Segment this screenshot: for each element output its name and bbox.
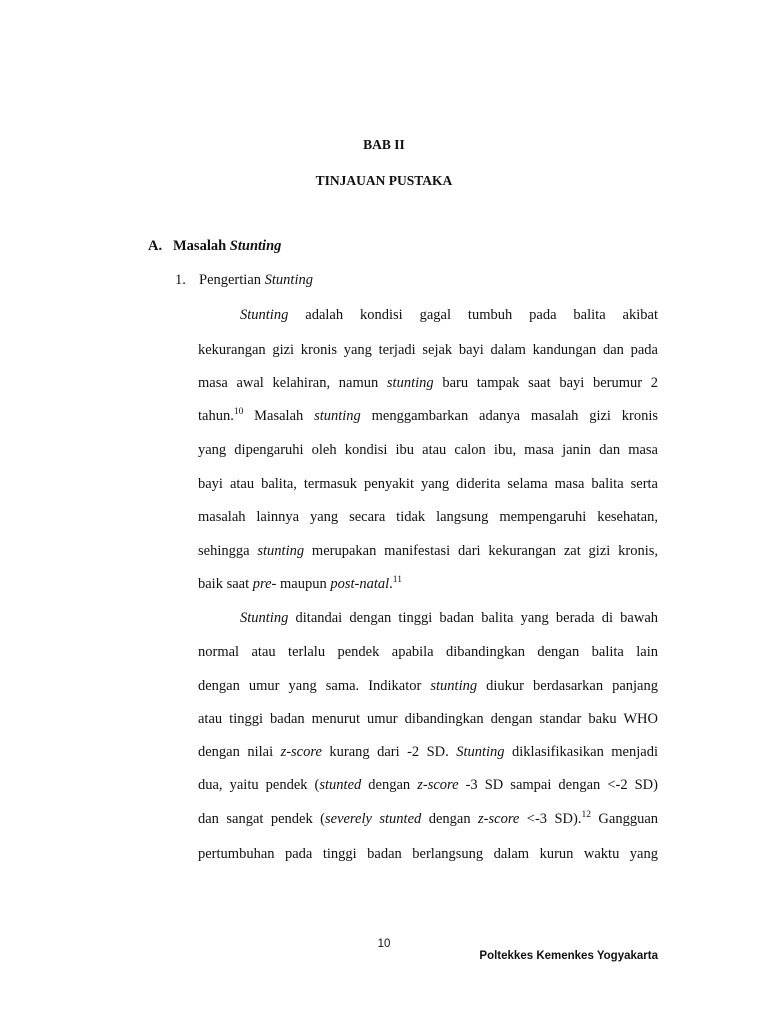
- text-run: diukur berdasarkan panjang: [477, 678, 658, 694]
- paragraph-line: [198, 374, 658, 392]
- text-run: dua, yaitu pendek (: [198, 777, 320, 793]
- italic-term: post-natal: [330, 576, 390, 592]
- text-run: maupun: [276, 576, 331, 592]
- citation-superscript: 11: [392, 575, 402, 586]
- text-run: dengan: [421, 811, 479, 827]
- italic-term: z-score: [280, 744, 322, 760]
- text-run: masa awal kelahiran, namun: [198, 375, 387, 391]
- paragraph-line: [198, 743, 658, 761]
- italic-term: stunted: [319, 777, 362, 793]
- text-run: dengan umur yang sama. Indikator: [198, 678, 431, 694]
- paragraph-line: [198, 407, 658, 425]
- section-label-italic: Stunting: [229, 238, 282, 254]
- paragraph-line: [240, 609, 658, 627]
- text-run: <-3 SD).: [519, 811, 582, 827]
- text-run: diklasifikasikan menjadi: [504, 744, 658, 760]
- paragraph-line: bayi atau balita, termasuk penyakit yang diderita selama masa balita serta: [198, 476, 658, 492]
- citation-superscript: 12: [581, 810, 591, 821]
- paragraph-line: normal atau terlalu pendek apabila dibandingkan dengan balita lain: [198, 644, 658, 660]
- text-run: adalah kondisi gagal tumbuh pada balita akibat: [288, 307, 658, 323]
- chapter-number: BAB II: [363, 137, 405, 152]
- paragraph-line: yang dipengaruhi oleh kondisi ibu atau calon ibu, masa janin dan masa: [198, 442, 658, 458]
- section-label: Masalah: [173, 238, 230, 254]
- paragraph-line: [198, 677, 658, 695]
- paragraph-line: atau tinggi badan menurut umur dibandingkan dengan standar baku WHO: [198, 711, 658, 727]
- paragraph-line: [198, 542, 658, 560]
- text-run: Masalah: [243, 408, 315, 424]
- italic-term: severely stunted: [324, 811, 422, 827]
- footer-institution: Poltekkes Kemenkes Yogyakarta: [479, 950, 658, 962]
- text-run: dengan: [361, 777, 418, 793]
- italic-term: Stunting: [240, 610, 289, 626]
- text-run: -3 SD sampai dengan <-2 SD): [458, 777, 658, 793]
- italic-term: Stunting: [456, 744, 505, 760]
- paragraph-line: [198, 575, 658, 593]
- text-run: ditandai dengan tinggi badan balita yang berada di bawah: [288, 610, 658, 626]
- text-run: .: [389, 576, 393, 592]
- section-letter: A.: [148, 238, 163, 254]
- subsection-label: Pengertian: [199, 272, 265, 288]
- text-run: menggambarkan adanya masalah gizi kronis: [360, 408, 659, 424]
- text-run: baik saat: [198, 576, 253, 592]
- italic-term: z-score: [417, 777, 459, 793]
- text-run: Gangguan: [590, 811, 659, 827]
- italic-term: stunting: [430, 678, 478, 694]
- text-run: dengan nilai: [198, 744, 281, 760]
- subsection-heading: [175, 272, 313, 289]
- subsection-number: 1.: [175, 272, 186, 288]
- paragraph-line: [198, 776, 658, 794]
- paragraph-line: [240, 306, 658, 324]
- paragraph-line: [198, 810, 658, 828]
- section-heading: [148, 238, 281, 255]
- paragraph-line: kekurangan gizi kronis yang terjadi sejak bayi dalam kandungan dan pada: [198, 342, 658, 358]
- text-run: tahun.: [198, 408, 234, 424]
- text-run: merupakan manifestasi dari kekurangan zat gizi kronis,: [304, 543, 658, 559]
- subsection-label-italic: Stunting: [264, 272, 313, 288]
- chapter-title: TINJAUAN PUSTAKA: [315, 173, 453, 188]
- text-run: kurang dari -2 SD.: [321, 744, 457, 760]
- text-run: baru tampak saat bayi berumur 2: [433, 375, 659, 391]
- citation-superscript: 10: [233, 407, 244, 418]
- text-run: dan sangat pendek (: [198, 811, 325, 827]
- italic-term: stunting: [314, 408, 361, 424]
- paragraph-line: pertumbuhan pada tinggi badan berlangsung dalam kurun waktu yang: [198, 846, 658, 862]
- text-run: sehingga: [198, 543, 258, 559]
- italic-term: stunting: [386, 375, 434, 391]
- page-number: 10: [377, 938, 391, 950]
- italic-term: z-score: [478, 811, 520, 827]
- italic-term: pre-: [252, 576, 277, 592]
- italic-term: stunting: [257, 543, 305, 559]
- italic-term: Stunting: [240, 307, 289, 323]
- paragraph-line: masalah lainnya yang secara tidak langsung mempengaruhi kesehatan,: [198, 509, 658, 525]
